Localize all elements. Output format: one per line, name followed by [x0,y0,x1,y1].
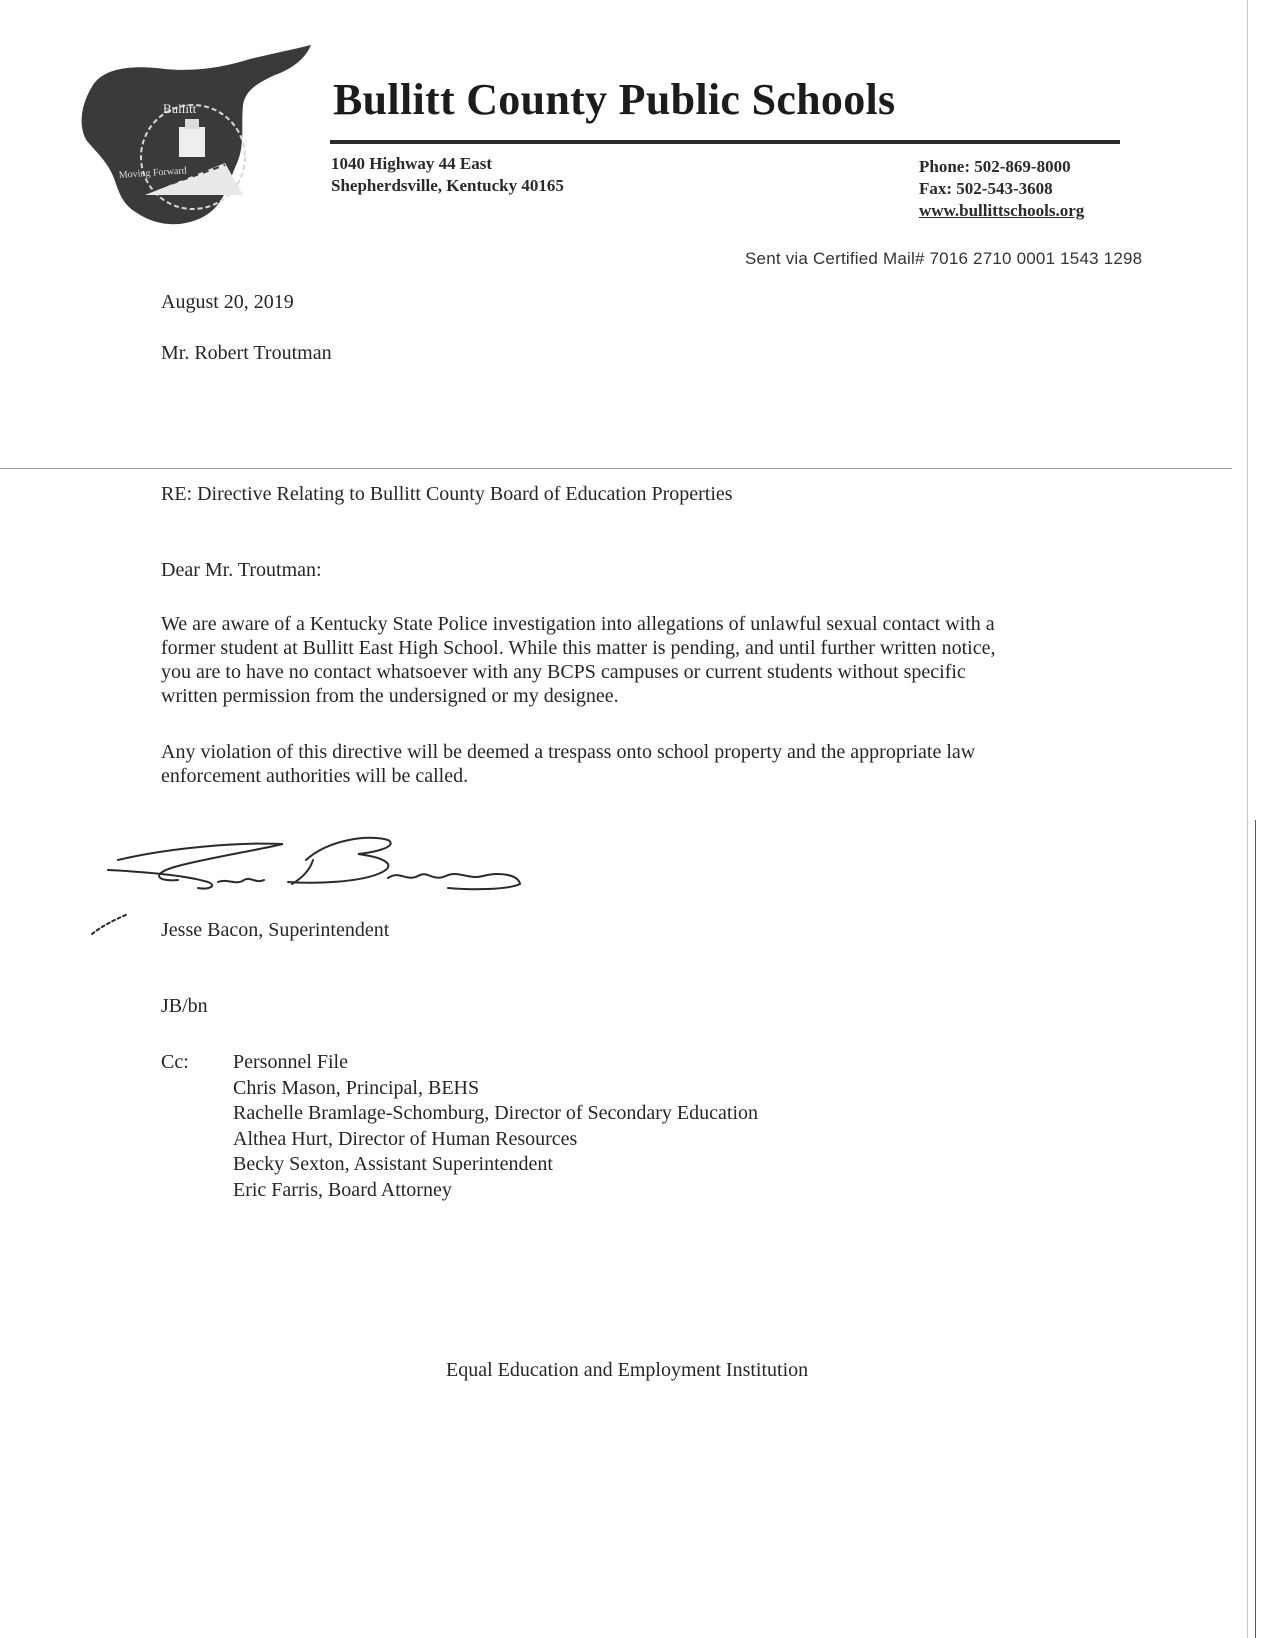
district-logo [75,45,315,230]
fax-number: Fax: 502-543-3608 [919,179,1053,198]
scan-edge-line-dark [1255,820,1256,1638]
fold-line [0,468,1232,469]
organization-name: Bullitt County Public Schools [333,75,896,124]
body-line: We are aware of a Kentucky State Police investigation into allegations of unlawful sexual contact with a [161,613,995,635]
website-link[interactable]: www.bullittschools.org [919,201,1085,220]
cc-recipient: Becky Sexton, Assistant Superintendent [233,1153,553,1175]
body-paragraph-1 [161,612,995,708]
footer-statement: Equal Education and Employment Institution [446,1359,809,1381]
cc-recipient: Personnel File [233,1051,348,1073]
body-line: you are to have no contact whatsoever with any BCPS campuses or current students without specific [161,661,966,683]
body-line: written permission from the undersigned or my designee. [161,685,619,707]
certified-mail-number: Sent via Certified Mail# 7016 2710 0001 1543 1298 [745,249,1143,268]
letter-date: August 20, 2019 [161,291,294,313]
address-block [331,153,564,197]
cc-recipient-list [233,1050,758,1203]
contact-block [919,156,1084,222]
body-paragraph-2 [161,740,975,788]
letterhead-rule [330,140,1120,144]
cc-recipient: Chris Mason, Principal, BEHS [233,1076,480,1099]
cc-recipient: Eric Farris, Board Attorney [233,1178,452,1201]
logo-text-bottom: Moving Forward [118,165,188,181]
signatory: Jesse Bacon, Superintendent [161,919,390,941]
salutation: Dear Mr. Troutman: [161,559,322,581]
scan-edge-line [1247,0,1248,1638]
cc-recipient: Althea Hurt, Director of Human Resources [233,1127,578,1150]
address-line-2: Shepherdsville, Kentucky 40165 [331,176,564,195]
cc-label: Cc: [161,1051,189,1073]
phone-number: Phone: 502-869-8000 [919,157,1071,176]
typist-initials: JB/bn [161,995,208,1017]
recipient-name: Mr. Robert Troutman [161,342,332,364]
subject-line: RE: Directive Relating to Bullitt County Board of Education Properties [161,483,733,505]
logo-text-top: Bullitt [163,101,197,116]
address-line-1: 1040 Highway 44 East [331,154,493,173]
cc-recipient: Rachelle Bramlage-Schomburg, Director of Secondary Education [233,1102,759,1124]
body-line: Any violation of this directive will be deemed a trespass onto school property and the appropriate law [161,741,976,763]
body-line: enforcement authorities will be called. [161,765,469,787]
body-line: former student at Bullitt East High School. While this matter is pending, and until further written notice, [161,637,996,659]
